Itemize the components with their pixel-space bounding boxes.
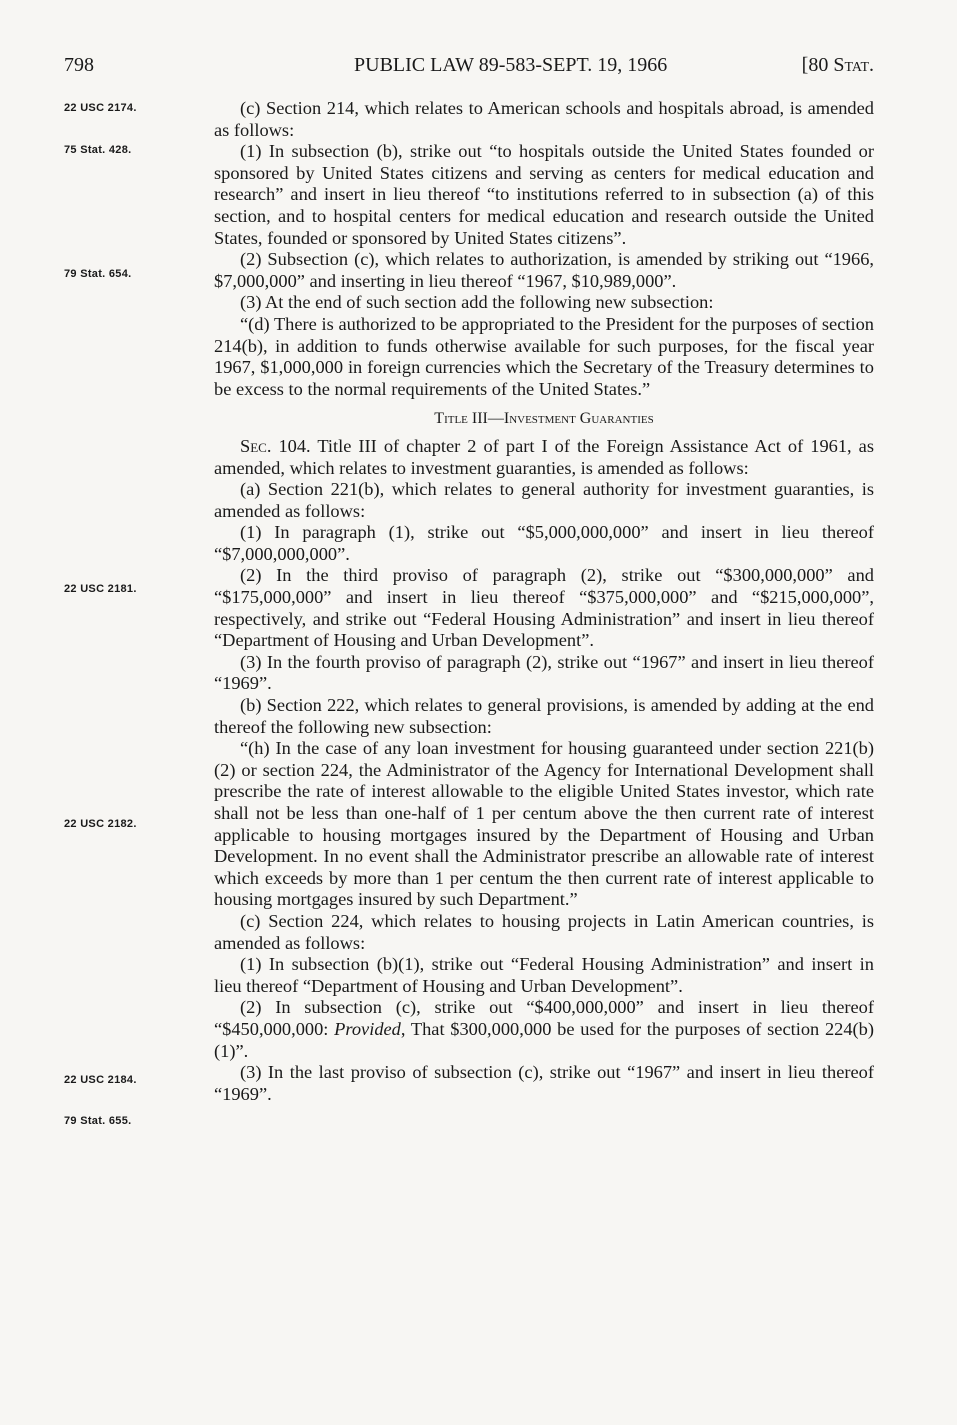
paragraph: Sec. 104. Title III of chapter 2 of part I of the Foreign Assistance Act of 1961, as amended, which relates to investment guaranties, is amended as follows: (214, 435, 874, 478)
paragraph: (3) At the end of such section add the following new subsection: (240, 292, 714, 313)
margin-note: 22 USC 2182. (64, 818, 137, 830)
section-heading: Title III—Investment Guaranties (434, 410, 654, 428)
running-title: PUBLIC LAW 89-583-SEPT. 19, 1966 (354, 54, 668, 76)
margin-note: 22 USC 2174. (64, 102, 137, 114)
paragraph: (1) In paragraph (1), strike out “$5,000,000,000” and insert in lieu thereof “$7,000,000,000”. (214, 522, 874, 564)
paragraph: (c) Section 214, which relates to American schools and hospitals abroad, is amended as follows: (214, 98, 874, 140)
paragraph: (c) Section 224, which relates to housing projects in Latin American countries, is amended as follows: (214, 910, 874, 953)
paragraph: (1) In subsection (b), strike out “to hospitals outside the United States founded or sponsored by United States citizens and serving as centers for medical education and research” and insert in lieu thereof “to institutions referred to in subsection (a) of this section, and to hospital centers for medical education and research outside the United States, founded or sponsored by United States citizens”. (214, 141, 874, 248)
paragraph: (1) In subsection (b)(1), strike out “Federal Housing Administration” and insert in lieu thereof “Department of Housing and Urban Development”. (214, 954, 874, 996)
volume-reference: [80 Stat. (801, 54, 874, 76)
paragraph: “(d) There is authorized to be appropriated to the President for the purposes of section 214(b), in addition to funds otherwise available for such purposes, for the fiscal year 1967, $1,000,000 in foreign currencies which the Secretary of the Treasury determines to be excess to the normal requirements of the United States.” (214, 313, 874, 399)
section-mark: Sec. (240, 435, 272, 456)
margin-note: 79 Stat. 655. (64, 1115, 132, 1127)
paragraph: (3) In the fourth proviso of paragraph (2), strike out “1967” and insert in lieu thereof “1969”. (214, 651, 874, 694)
italic-proviso: Provided (334, 1018, 401, 1039)
margin-note: 79 Stat. 654. (64, 268, 132, 280)
paragraph: “(h) In the case of any loan investment for housing guaranteed under section 221(b)(2) or section 224, the Administrator of the Agency for International Development shall prescribe the rate of interest allowable to the eligible United States investor, which rate shall not be less than one-half of 1 per centum above the then current rate of interest applicable to housing mortgages insured by the Department of Housing and Urban Development. In no event shall the Administrator prescribe an allowable rate of interest which exceeds by more than 1 per centum the then current rate of interest applicable to housing mortgages insured by such Department.” (214, 738, 874, 910)
paragraph: (a) Section 221(b), which relates to general authority for investment guaranties, is amended as follows: (214, 479, 874, 521)
paragraph: (3) In the last proviso of subsection (c), strike out “1967” and insert in lieu thereof “1969”. (214, 1062, 874, 1104)
page-number: 798 (64, 54, 94, 76)
document-body (214, 98, 874, 1105)
paragraph: (b) Section 222, which relates to general provisions, is amended by adding at the end thereof the following new subsection: (214, 695, 874, 737)
margin-note: 22 USC 2181. (64, 583, 137, 595)
margin-note: 22 USC 2184. (64, 1074, 137, 1086)
paragraph: (2) In subsection (c), strike out “$400,000,000” and insert in lieu thereof “$450,000,000: Provided, That $300,000,000 be used for the purposes of section 224(b)(1)”. (214, 997, 874, 1061)
paragraph: (2) Subsection (c), which relates to authorization, is amended by striking out “1966, $7,000,000” and inserting in lieu thereof “1967, $10,989,000”. (214, 249, 874, 291)
page-header (64, 54, 874, 84)
margin-note: 75 Stat. 428. (64, 144, 132, 156)
paragraph: (2) In the third proviso of paragraph (2), strike out “$300,000,000” and “$175,000,000” and insert in lieu thereof “$375,000,000” and “$215,000,000”, respectively, and strike out “Federal Housing Administration” and insert in lieu thereof “Department of Housing and Urban Development”. (214, 565, 874, 651)
